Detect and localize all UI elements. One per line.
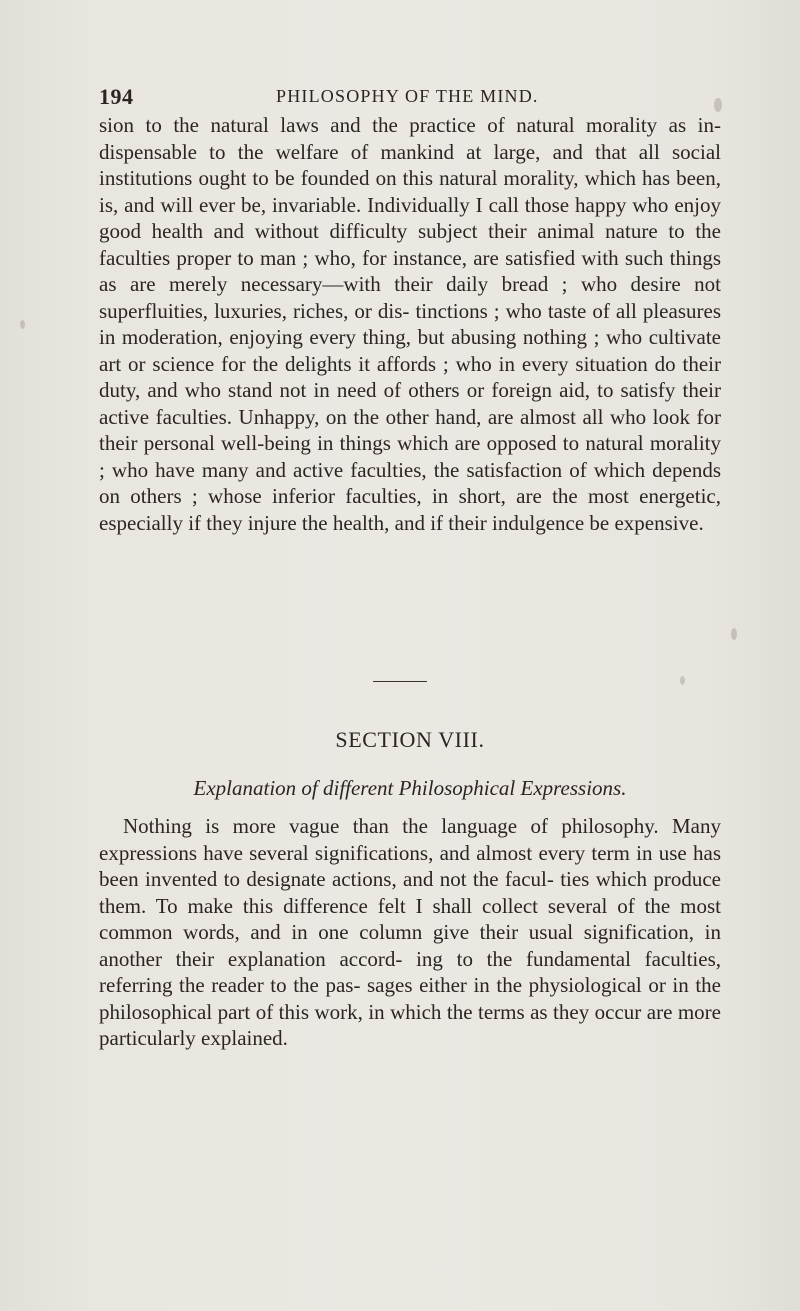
section-divider — [373, 681, 427, 682]
paper-speck — [680, 676, 685, 685]
paper-speck — [714, 98, 722, 112]
paragraph-text: sion to the natural laws and the practice of natural morality as in- dispensable to the welfare of mankind at large, and that all social institutions ought to be founded on this natural morality, which has been, is, and will ever be, invariable. Individually I call those happy who enjoy good health and without difficulty subject their animal nature to the faculties proper to man ; who, for instance, are satisfied with such things as are merely necessary—with their daily bread ; who desire not superfluities, luxuries, riches, or dis- tinctions ; who taste of all pleasures in moderation, enjoying every thing, but abusing nothing ; who cultivate art or science for the delights it affords ; who in every situation do their duty, and who stand not in need of others or foreign aid, to satisfy their active faculties. Unhappy, on the other hand, are almost all who look for their personal well-being in things which are opposed to natural morality ; who have many and active faculties, the satisfaction of which depends on others ; whose inferior faculties, in short, are the most energetic, especially if they injure the health, and if their indulgence be expensive. — [99, 113, 721, 535]
body-paragraph-2 — [99, 813, 721, 1052]
section-subtitle: Explanation of different Philosophical Expressions. — [193, 776, 627, 800]
page-number: 194 — [99, 84, 134, 109]
running-head — [99, 84, 719, 114]
running-title: PHILOSOPHY OF THE MIND. — [276, 86, 539, 106]
section-heading: SECTION VIII. — [335, 727, 485, 752]
paragraph-text: Nothing is more vague than the language of philosophy. Many expressions have several significations, and almost every term in use has been invented to designate actions, and not the facul- ties which produce them. To make this difference felt I shall collect several of the most common words, and in one column give their usual signification, in another their explanation accord- ing to the fundamental faculties, referring the reader to the pas- sages either in the physiological or in the philosophical part of this work, in which the terms as they occur are more particularly explained. — [99, 814, 721, 1050]
paper-speck — [20, 320, 25, 329]
paper-speck — [731, 628, 737, 640]
body-paragraph-1 — [99, 112, 721, 536]
